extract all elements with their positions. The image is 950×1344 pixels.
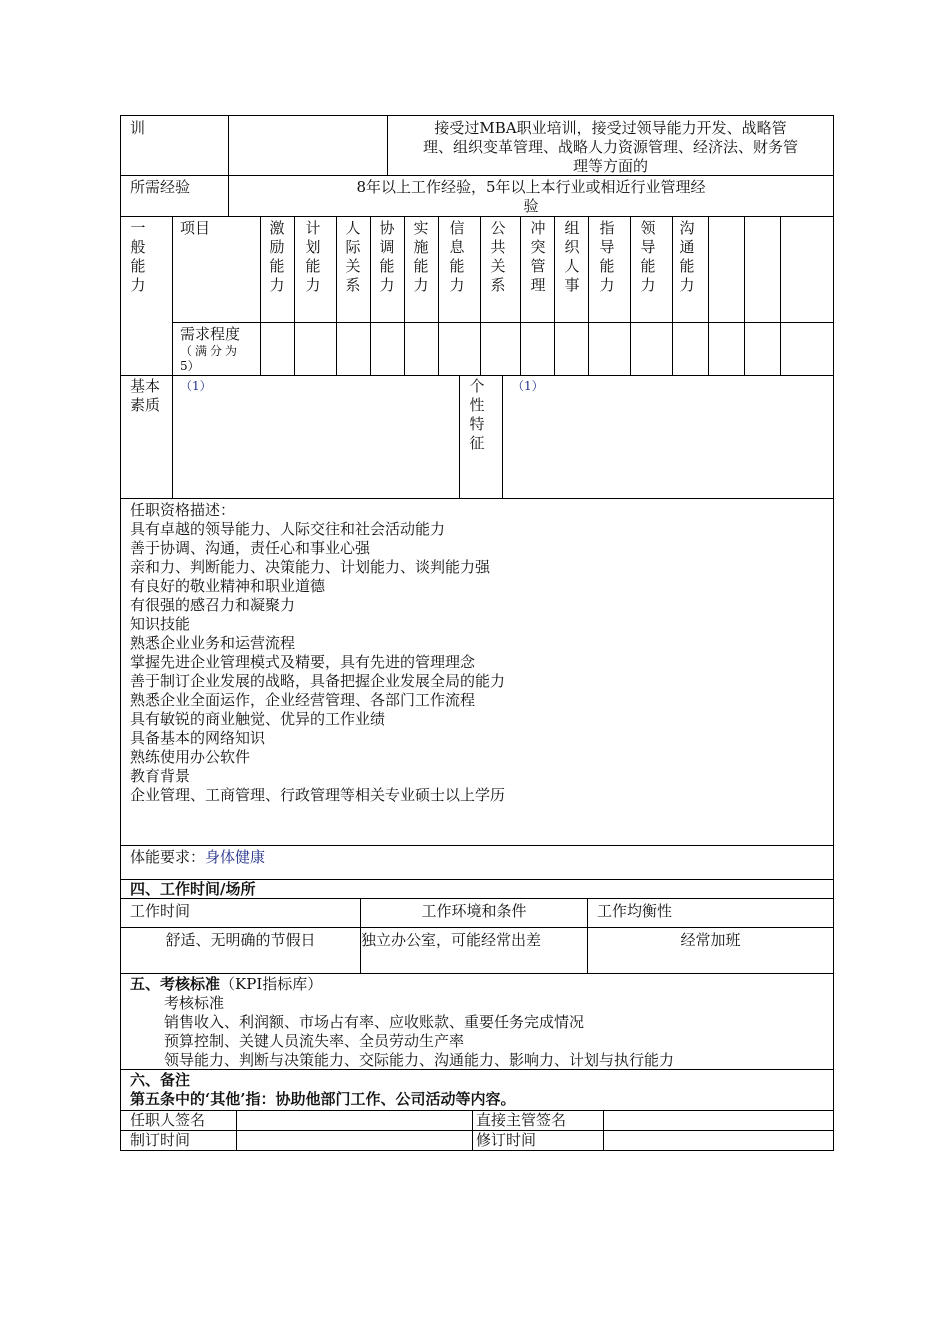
ability-item: 人际关系: [345, 219, 361, 294]
section5-line: 销售收入、利润额、市场占有率、应收账款、重要任务完成情况: [164, 1013, 585, 1031]
experience-label: 所需经验: [130, 178, 191, 196]
demand-note: 5）: [180, 359, 200, 373]
section4-title: 四、工作时间/场所: [130, 880, 256, 898]
ability-item: 沟通能力: [679, 219, 695, 294]
personal-trait-label: 个性特征: [469, 377, 485, 452]
training-label: 训: [130, 119, 146, 137]
ability-item: 激励能力: [269, 219, 285, 294]
qualification-line: 教育背景: [130, 767, 191, 785]
experience-line: 8年以上工作经验，5年以上本行业或相近行业管理经: [356, 178, 706, 196]
qualification-line: 熟悉企业业务和运营流程: [130, 634, 296, 652]
ability-item: 组织人事: [564, 219, 580, 294]
qualification-line: 善于制订企业发展的战略，具备把握企业发展全局的能力: [130, 672, 506, 690]
ability-item: 协调能力: [379, 219, 395, 294]
made-date-field[interactable]: [240, 1131, 468, 1150]
section5-line: 考核标准: [164, 994, 225, 1012]
environment-value: 独立办公室，可能经常出差: [361, 931, 542, 949]
section6-title: 六、备注: [130, 1071, 191, 1089]
section5-title-text: 五、考核标准: [130, 975, 221, 993]
qualification-line: 具有卓越的领导能力、人际交往和社会活动能力: [130, 520, 446, 538]
section5-title-suffix: （KPI指标库）: [220, 975, 323, 993]
ability-item: 冲突管理: [530, 219, 546, 294]
environment-header: 工作环境和条件: [421, 902, 527, 920]
section5-line: 领导能力、判断与决策能力、交际能力、沟通能力、影响力、计划与执行能力: [164, 1051, 675, 1069]
revised-date-field[interactable]: [607, 1131, 829, 1150]
qualification-line: 亲和力、判断能力、决策能力、计划能力、谈判能力强: [130, 558, 491, 576]
balance-value: 经常加班: [680, 931, 741, 949]
item-header: 项目: [180, 219, 211, 237]
qualification-line: 具有敏锐的商业触觉、优异的工作业绩: [130, 710, 386, 728]
basic-quality-label: 基本素质: [130, 377, 161, 414]
ability-item: 信息能力: [449, 219, 465, 294]
holder-sign-label: 任职人签名: [130, 1111, 206, 1129]
work-time-header: 工作时间: [130, 902, 191, 920]
section5-line: 预算控制、关键人员流失率、全员劳动生产率: [164, 1032, 465, 1050]
qualification-block: [130, 501, 830, 805]
physical-requirement: [130, 848, 265, 867]
training-line: 理、组织变革管理、战略人力资源管理、经济法、财务管: [422, 138, 798, 156]
qualification-title: 任职资格描述：: [130, 501, 236, 519]
ability-item: 指导能力: [599, 219, 615, 294]
qualification-line: 具备基本的网络知识: [130, 729, 266, 747]
ability-item: 领导能力: [640, 219, 656, 294]
training-text: [388, 119, 833, 176]
ability-item: 公共关系: [490, 219, 506, 294]
revised-date-label: 修订时间: [476, 1131, 537, 1149]
physical-value: 身体健康: [205, 848, 266, 866]
ability-item: 实施能力: [413, 219, 429, 294]
made-date-label: 制订时间: [130, 1131, 191, 1149]
qualification-line: 熟练使用办公软件: [130, 748, 251, 766]
general-ability-label: 一般能力: [130, 219, 146, 294]
qualification-line: 有很强的感召力和凝聚力: [130, 596, 296, 614]
balance-header: 工作均衡性: [597, 902, 673, 920]
ability-item: 计划能力: [305, 219, 321, 294]
qualification-line: 企业管理、工商管理、行政管理等相关专业硕士以上学历: [130, 786, 506, 804]
section5-title: [130, 975, 322, 994]
section6-note: 第五条中的‘其他’指：协助他部门工作、公司活动等内容。: [130, 1090, 516, 1108]
training-line: 理等方面的: [572, 157, 648, 175]
qualification-line: 善于协调、沟通，责任心和事业心强: [130, 539, 371, 557]
training-line: 接受过MBA职业培训，接受过领导能力开发、战略管: [434, 119, 787, 137]
work-time-value: 舒适、无明确的节假日: [165, 931, 316, 949]
qualification-line: 掌握先进企业管理模式及精要，具有先进的管理理念: [130, 653, 476, 671]
personal-trait-value: （1）: [512, 379, 544, 393]
physical-label: 体能要求：: [130, 848, 206, 866]
demand-label: 需求程度: [180, 325, 241, 343]
holder-sign-field[interactable]: [240, 1111, 468, 1130]
demand-note: （满分为: [180, 344, 241, 358]
qualification-line: 有良好的敬业精神和职业道德: [130, 577, 326, 595]
supervisor-sign-field[interactable]: [607, 1111, 829, 1130]
experience-line: 验: [523, 197, 539, 215]
supervisor-sign-label: 直接主管签名: [476, 1111, 567, 1129]
qualification-line: 知识技能: [130, 615, 191, 633]
basic-quality-value: （1）: [180, 379, 212, 393]
qualification-line: 熟悉企业全面运作，企业经营管理、各部门工作流程: [130, 691, 476, 709]
